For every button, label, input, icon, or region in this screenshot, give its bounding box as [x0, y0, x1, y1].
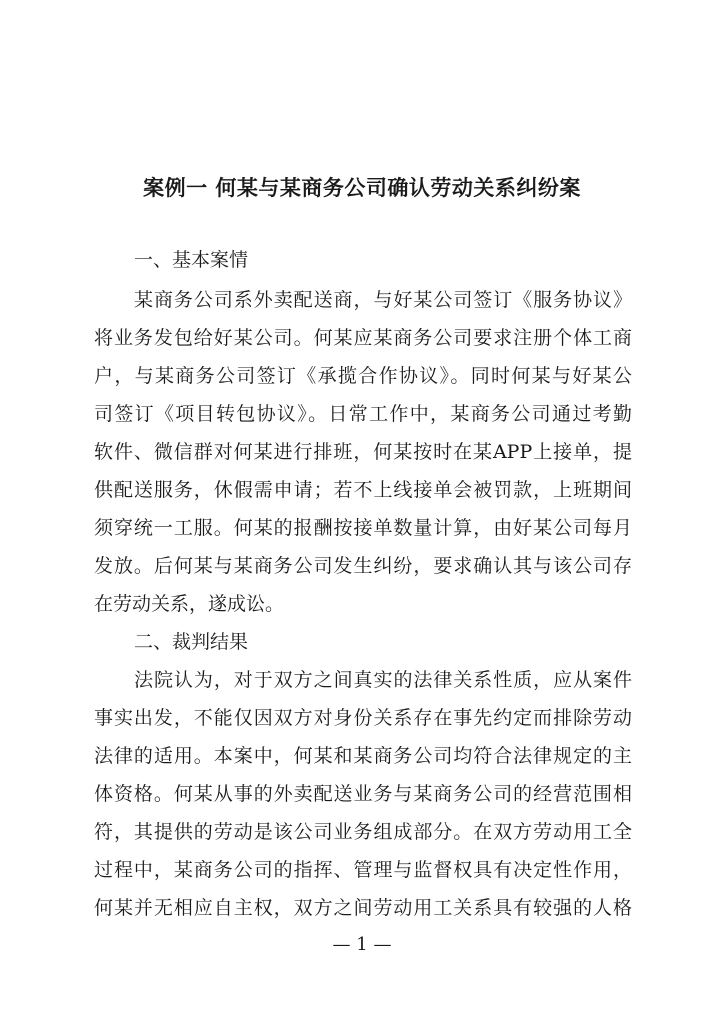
section-heading-basic-facts: 一、基本案情 — [134, 249, 249, 271]
paragraph-line: 将业务发包给好某公司。何某应某商务公司要求注册个体工商 — [94, 327, 632, 349]
paragraph-line: 过程中，某商务公司的指挥、管理与监督权具有决定性作用， — [94, 859, 632, 881]
paragraph-line: 体资格。何某从事的外卖配送业务与某商务公司的经营范围相 — [94, 783, 632, 805]
section-heading-judgment: 二、裁判结果 — [134, 631, 249, 653]
paragraph-line: 须穿统一工服。何某的报酬按接单数量计算，由好某公司每月 — [94, 517, 632, 539]
paragraph-line: 何某并无相应自主权，双方之间劳动用工关系具有较强的人格 — [94, 897, 632, 919]
paragraph-line: 在劳动关系，遂成讼。 — [94, 593, 285, 615]
paragraph-line: 法律的适用。本案中，何某和某商务公司均符合法律规定的主 — [94, 745, 632, 767]
paragraph-line: 发放。后何某与某商务公司发生纠纷，要求确认其与该公司存 — [94, 555, 632, 577]
paragraph-line: 事实出发，不能仅因双方对身份关系存在事先约定而排除劳动 — [94, 707, 632, 729]
paragraph-line: 某商务公司系外卖配送商，与好某公司签订《服务协议》 — [134, 289, 632, 311]
paragraph-line: 司签订《项目转包协议》。日常工作中，某商务公司通过考勤 — [94, 403, 632, 425]
paragraph-line: 户，与某商务公司签订《承揽合作协议》。同时何某与好某公 — [94, 365, 632, 387]
paragraph-line: 软件、微信群对何某进行排班，何某按时在某APP上接单，提 — [94, 441, 632, 463]
paragraph-line: 符，其提供的劳动是该公司业务组成部分。在双方劳动用工全 — [94, 821, 632, 843]
page-number: — 1 — — [332, 934, 392, 955]
paragraph-line: 供配送服务，休假需申请；若不上线接单会被罚款，上班期间 — [94, 479, 632, 501]
paragraph-line: 法院认为，对于双方之间真实的法律关系性质，应从案件 — [134, 669, 632, 691]
case-title: 案例一 何某与某商务公司确认劳动关系纠纷案 — [143, 176, 581, 200]
